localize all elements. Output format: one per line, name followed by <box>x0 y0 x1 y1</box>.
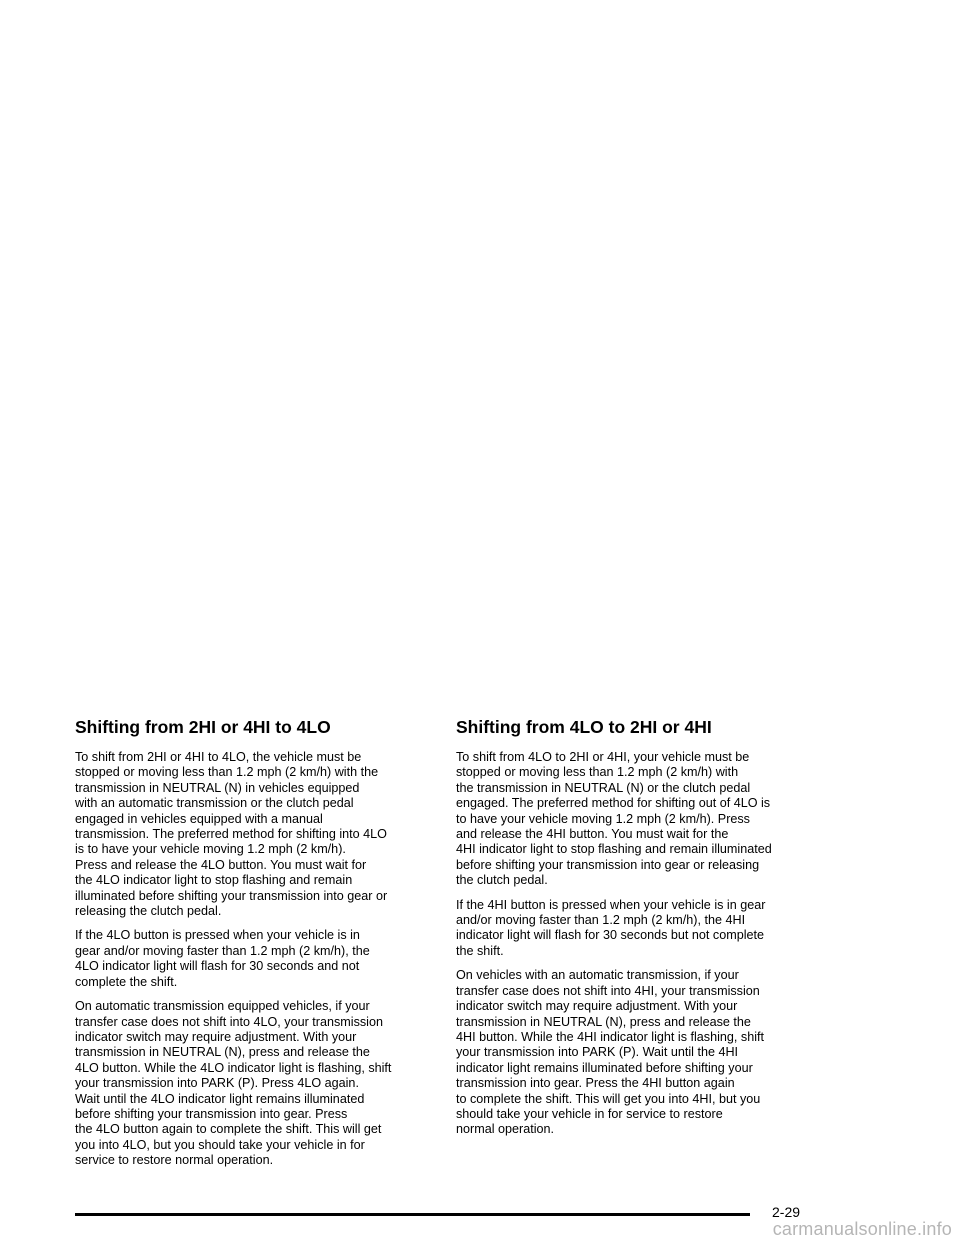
paragraph: To shift from 4LO to 2HI or 4HI, your vehicle must be stopped or moving less than 1.2 mph (2 km/h) with the transmission in NEUTRAL (N) or the clutch pedal engaged. The preferred method for shifting out of 4LO is to have your vehicle moving 1.2 mph (2 km/h). Press and release the 4HI button. You must wait for the 4HI indicator light to stop flashing and remain illuminated before shifting your transmission into gear or releasing the clutch pedal. <box>456 750 772 888</box>
page-number: 2-29 <box>772 1204 801 1220</box>
paragraph: On vehicles with an automatic transmission, if your transfer case does not shift into 4HI, your transmission indicator switch may require adjustment. With your transmission in NEUTRAL (N), press and release the 4HI button. While the 4HI indicator light is flashing, shift your transmission into PARK (P). Wait until the 4HI indicator light remains illuminated before shifting your transmission into gear. Press the 4HI button again to complete the shift. This will get you into 4HI, but you should take your vehicle in for service to restore normal operation. <box>456 968 764 1137</box>
paragraph: On automatic transmission equipped vehicles, if your transfer case does not shift into 4LO, your transmission indicator switch may require adjustment. With your transmission in NEUTRAL (N), press and release the 4LO button. While the 4LO indicator light is flashing, shift your transmission into PARK (P). Press 4LO again. Wait until the 4LO indicator light remains illuminated before shifting your transmission into gear. Press the 4LO button again to complete the shift. This will get you into 4LO, but you should take your vehicle in for service to restore normal operation. <box>75 999 392 1168</box>
paragraph: If the 4HI button is pressed when your vehicle is in gear and/or moving faster than 1.2 mph (2 km/h), the 4HI indicator light will flash for 30 seconds but not complete the shift. <box>456 897 766 958</box>
footer-rule <box>75 1213 750 1216</box>
watermark: carmanualsonline.info <box>772 1219 952 1239</box>
right-column <box>456 716 838 1147</box>
section-heading-4lo-to-2hi-4hi: Shifting from 4LO to 2HI or 4HI <box>456 717 712 737</box>
left-column <box>75 716 457 1178</box>
section-heading-2hi-4hi-to-4lo: Shifting from 2HI or 4HI to 4LO <box>75 717 331 737</box>
paragraph: To shift from 2HI or 4HI to 4LO, the vehicle must be stopped or moving less than 1.2 mph (2 km/h) with the transmission in NEUTRAL (N) in vehicles equipped with an automatic transmission or the clutch pedal engaged in vehicles equipped with a manual transmission. The preferred method for shifting into 4LO is to have your vehicle moving 1.2 mph (2 km/h). Press and release the 4LO button. You must wait for the 4LO indicator light to stop flashing and remain illuminated before shifting your transmission into gear or releasing the clutch pedal. <box>75 750 388 919</box>
paragraph: If the 4LO button is pressed when your vehicle is in gear and/or moving faster than 1.2 mph (2 km/h), the 4LO indicator light will flash for 30 seconds and not complete the shift. <box>75 928 370 989</box>
